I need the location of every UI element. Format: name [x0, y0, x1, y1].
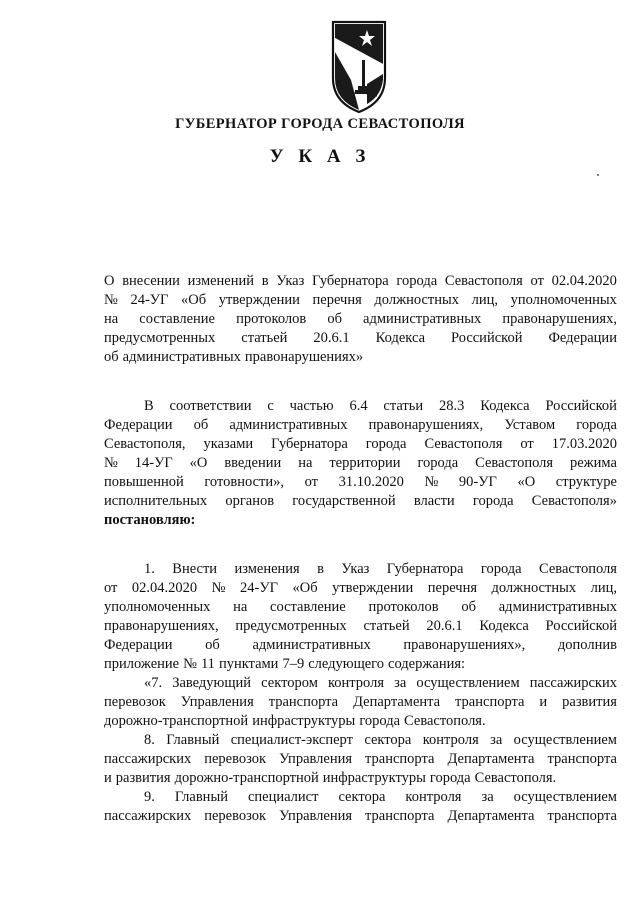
preamble-line: Федерации об административных правонарушениях, Уставом города — [104, 417, 617, 433]
preamble-line: повышенной готовности», от 31.10.2020 № 90-УГ «О структуре — [104, 474, 617, 490]
sevastopol-coat-of-arms-icon — [327, 18, 391, 114]
decree-preamble — [104, 397, 617, 530]
title-line: № 24-УГ «Об утверждении перечня должностных лиц, уполномоченных — [104, 292, 617, 308]
title-line: об административных правонарушениях» — [104, 349, 364, 365]
title-line: на составление протоколов об административных правонарушениях, — [104, 311, 617, 327]
decree-keyword: постановляю: — [104, 512, 196, 528]
quote-line: 9. Главный специалист сектора контроля за осуществлением — [144, 789, 617, 805]
quote-line: «7. Заведующий сектором контроля за осуществлением пассажирских — [144, 675, 617, 691]
issuing-authority: ГУБЕРНАТОР ГОРОДА СЕВАСТОПОЛЯ — [175, 116, 465, 132]
preamble-line: № 14-УГ «О введении на территории города Севастополя режима — [104, 455, 617, 471]
preamble-line: исполнительных органов государственной власти города Севастополя» — [104, 493, 617, 509]
item-line: уполномоченных на составление протоколов об административных — [104, 599, 617, 615]
item-line: приложение № 11 пунктами 7–9 следующего содержания: — [104, 656, 466, 672]
title-line: О внесении изменений в Указ Губернатора города Севастополя от 02.04.2020 — [104, 273, 617, 289]
document-type: У К А З — [269, 146, 371, 167]
item-line: от 02.04.2020 № 24-УГ «Об утверждении перечня должностных лиц, — [104, 580, 617, 596]
quote-line: 8. Главный специалист-эксперт сектора контроля за осуществлением — [144, 732, 617, 748]
title-line: предусмотренных статьей 20.6.1 Кодекса Российской Федерации — [104, 330, 617, 346]
quote-line: пассажирских перевозок Управления транспорта Департамента транспорта — [104, 808, 617, 824]
quote-line: пассажирских перевозок Управления транспорта Департамента транспорта — [104, 751, 617, 767]
quote-line: дорожно-транспортной инфраструктуры города Севастополя. — [104, 713, 486, 729]
item-line: 1. Внести изменения в Указ Губернатора города Севастополя — [144, 561, 617, 577]
decree-item-1 — [104, 560, 617, 826]
item-line: Федерации об административных правонарушениях», дополнив — [104, 637, 617, 653]
scan-speck — [597, 174, 599, 176]
item-line: правонарушениях, предусмотренных статьей 20.6.1 Кодекса Российской — [104, 618, 617, 634]
preamble-line: В соответствии с частью 6.4 статьи 28.3 Кодекса Российской — [144, 398, 617, 414]
preamble-line: Севастополя, указами Губернатора города Севастополя от 17.03.2020 — [104, 436, 617, 452]
quote-line: и развития дорожно-транспортной инфраструктуры города Севастополя. — [104, 770, 557, 786]
quote-line: перевозок Управления транспорта Департамента транспорта и развития — [104, 694, 617, 710]
decree-title — [104, 272, 617, 367]
